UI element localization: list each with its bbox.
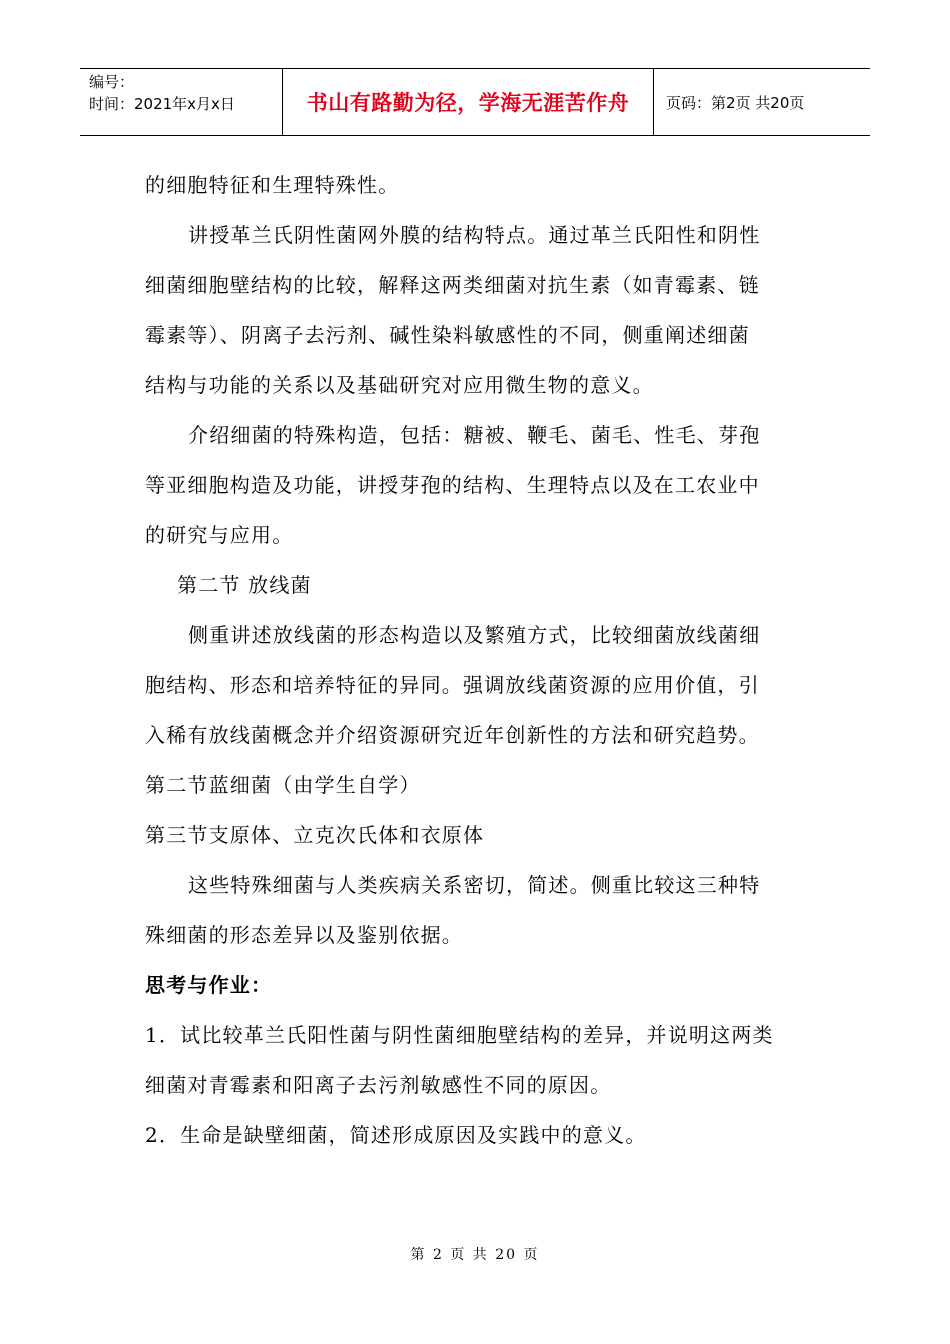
- header-motto: 书山有路勤为径，学海无涯苦作舟: [282, 69, 654, 135]
- paragraph-line: 等亚细胞构造及功能，讲授芽孢的结构、生理特点以及在工农业中: [145, 473, 760, 497]
- paragraph-line: 结构与功能的关系以及基础研究对应用微生物的意义。: [145, 373, 654, 397]
- header-meta: [80, 69, 282, 135]
- document-number-label: 编号：: [89, 73, 135, 91]
- paragraph-line: 这些特殊细菌与人类疾病关系密切，简述。侧重比较这三种特: [188, 873, 761, 897]
- document-time-label: 时间：2021年x月x日: [89, 95, 235, 113]
- header-page-info: 页码：第2页 共20页: [666, 93, 805, 112]
- page-footer: 第 2 页 共 20 页: [410, 1247, 540, 1263]
- paragraph-line: 讲授革兰氏阴性菌网外膜的结构特点。通过革兰氏阳性和阴性: [188, 223, 761, 247]
- document-body: [145, 160, 817, 1160]
- paragraph-line: 的研究与应用。: [145, 523, 294, 547]
- paragraph-line: 侧重讲述放线菌的形态构造以及繁殖方式，比较细菌放线菌细: [188, 623, 761, 647]
- paragraph-line: 殊细菌的形态差异以及鉴别依据。: [145, 923, 463, 947]
- homework-item: 2．生命是缺壁细菌，简述形成原因及实践中的意义。: [145, 1123, 647, 1147]
- homework-item: 细菌对青霉素和阳离子去污剂敏感性不同的原因。: [145, 1073, 612, 1097]
- section-heading: 第二节蓝细菌（由学生自学）: [145, 773, 421, 797]
- paragraph-line: 入稀有放线菌概念并介绍资源研究近年创新性的方法和研究趋势。: [145, 723, 760, 747]
- paragraph-line: 霉素等）、阴离子去污剂、碱性染料敏感性的不同，侧重阐述细菌: [145, 323, 750, 347]
- paragraph-line: 胞结构、形态和培养特征的异同。强调放线菌资源的应用价值，引: [145, 673, 760, 697]
- homework-item: 1．试比较革兰氏阳性菌与阴性菌细胞壁结构的差异，并说明这两类: [145, 1023, 774, 1047]
- homework-heading: 思考与作业：: [145, 973, 273, 997]
- section-heading: 第三节支原体、立克次氏体和衣原体: [145, 823, 485, 847]
- paragraph-line: 的细胞特征和生理特殊性。: [145, 173, 400, 197]
- section-heading: 第二节 放线菌: [177, 573, 312, 597]
- paragraph-line: 细菌细胞壁结构的比较，解释这两类细菌对抗生素（如青霉素、链: [145, 273, 760, 297]
- page-header: [80, 68, 870, 136]
- paragraph-line: 介绍细菌的特殊构造，包括：糖被、鞭毛、菌毛、性毛、芽孢: [188, 423, 761, 447]
